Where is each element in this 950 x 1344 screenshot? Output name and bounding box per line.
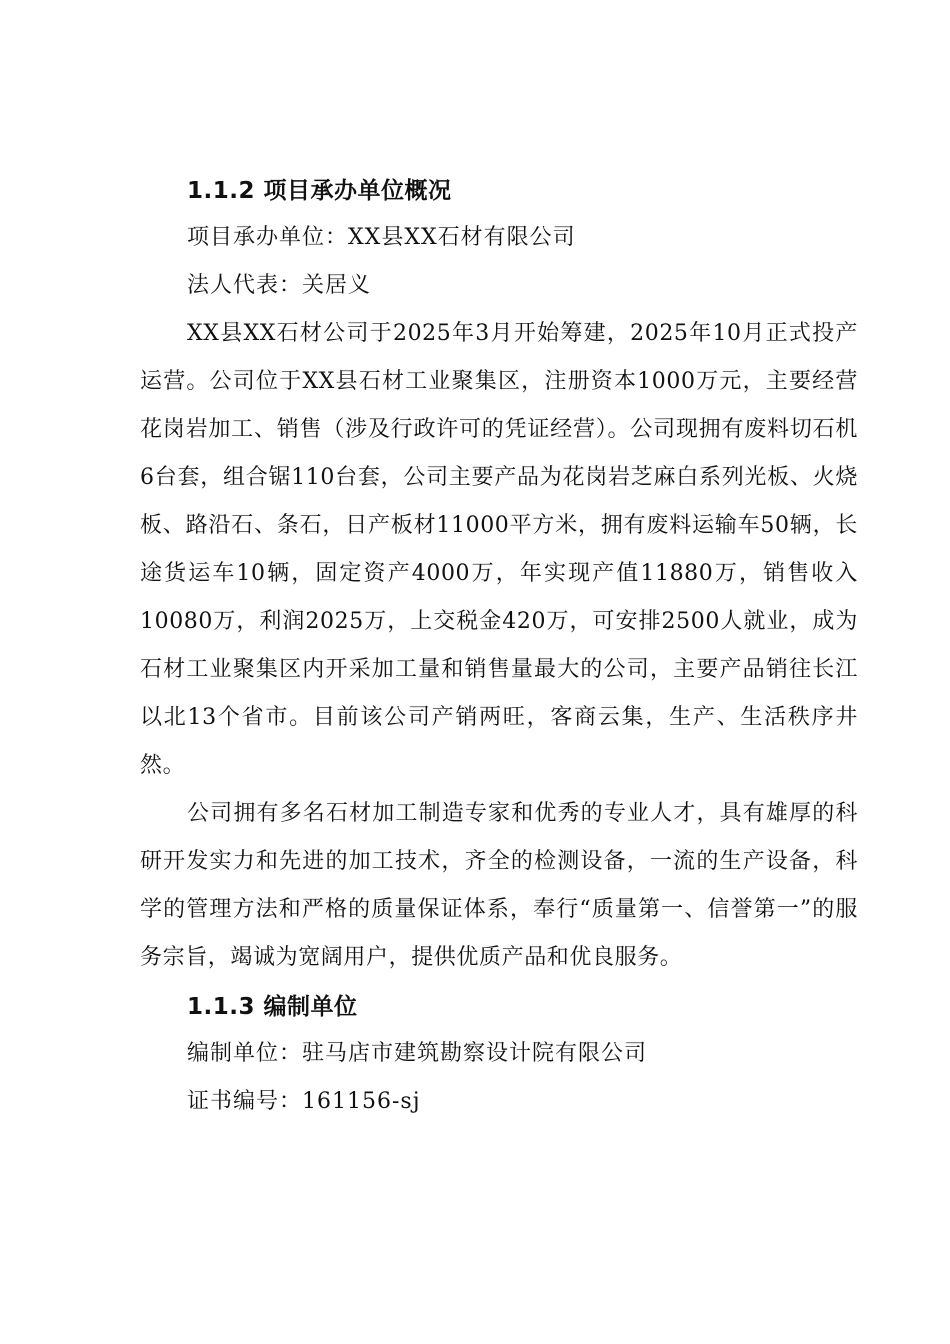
certificate-number-line: 证书编号：161156-sj — [187, 1089, 421, 1114]
document-page — [140, 168, 858, 1126]
compiler-unit-line: 编制单位：驻马店市建筑勘察设计院有限公司 — [187, 1041, 648, 1066]
legal-representative-line: 法人代表：关居义 — [187, 273, 372, 298]
company-overview-paragraph: XX县XX石材公司于2025年3月开始筹建，2025年10月正式投产运营。公司位于XX县石材工业聚集区，注册资本1000万元，主要经营花岗岩加工、销售（涉及行政许可的凭证经营）。公司现拥有废料切石机6台套，组合锯110台套，公司主要产品为花岗岩芝麻白系列光板、火烧板、路沿石、条石，日产板材11000平方米，拥有废料运输车50辆，长途货运车10辆，固定资产4000万，年实现产值11880万，销售收入10080万，利润2025万，上交税金420万，可安排2500人就业，成为石材工业聚集区内开采加工量和销售量最大的公司，主要产品销往长江以北13个省市。目前该公司产销两旺，客商云集，生产、生活秩序井然。 — [140, 321, 858, 778]
section-heading-1-1-3: 1.1.3 编制单位 — [187, 994, 358, 1020]
section-heading-1-1-2: 1.1.2 项目承办单位概况 — [187, 178, 452, 204]
host-unit-line: 项目承办单位：XX县XX石材有限公司 — [187, 225, 576, 250]
company-strengths-paragraph: 公司拥有多名石材加工制造专家和优秀的专业人才，具有雄厚的科研开发实力和先进的加工技术，齐全的检测设备，一流的生产设备，科学的管理方法和严格的质量保证体系，奉行“质量第一、信誉第一”的服务宗旨，竭诚为宽阔用户，提供优质产品和优良服务。 — [140, 801, 858, 970]
